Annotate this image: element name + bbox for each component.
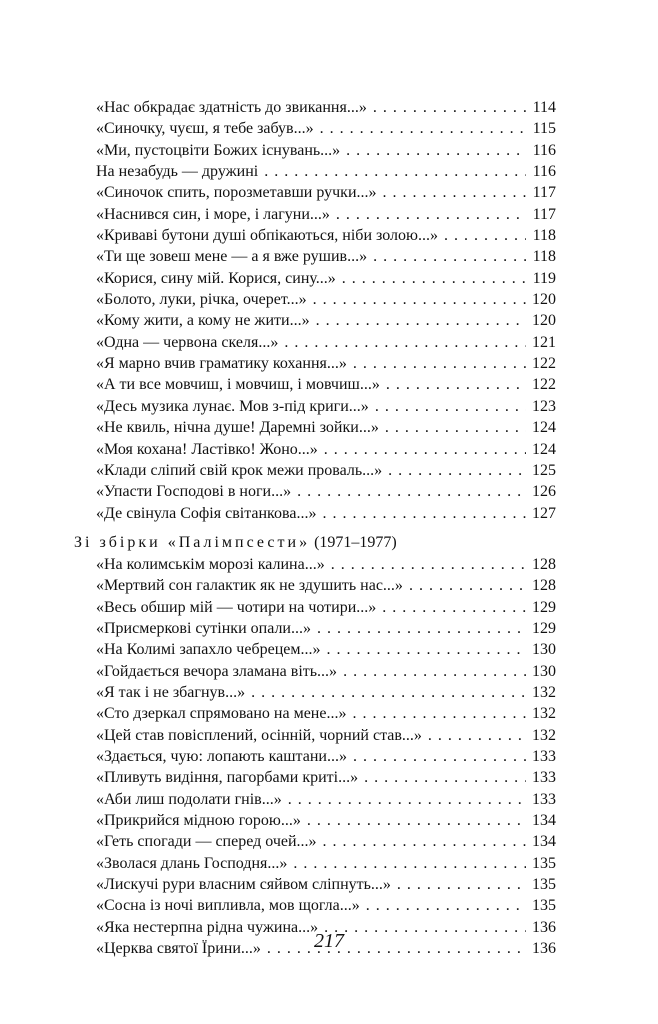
toc-entry-page: 123 — [532, 397, 556, 415]
toc-entry-page: 128 — [532, 577, 556, 595]
toc-entry-page: 135 — [532, 876, 556, 894]
dot-leader — [375, 396, 526, 417]
toc-entry — [96, 554, 556, 575]
toc-group-2 — [96, 554, 556, 960]
dot-leader — [364, 767, 526, 788]
dot-leader — [288, 789, 526, 810]
toc-entry-page: 132 — [532, 683, 556, 701]
dot-leader — [382, 597, 526, 618]
toc-entry-page: 117 — [532, 205, 556, 223]
table-of-contents — [74, 97, 556, 959]
toc-entry-title: «Зволася длань Господня...» — [96, 854, 288, 872]
toc-entry-title: На незабудь — дружині — [96, 163, 259, 181]
dot-leader — [264, 161, 526, 182]
dot-leader — [297, 481, 526, 502]
toc-entry — [96, 439, 556, 460]
toc-entry — [96, 353, 556, 374]
toc-entry-page: 136 — [532, 918, 556, 936]
toc-entry-page: 114 — [532, 99, 556, 116]
dot-leader — [409, 575, 526, 596]
toc-entry — [96, 182, 556, 203]
dot-leader — [313, 289, 526, 310]
toc-entry-title: «Ми, пустоцвіти Божих існувань...» — [96, 141, 341, 159]
toc-entry-page: 133 — [532, 747, 556, 765]
toc-entry-title: «Криваві бутони душі обпікаються, ніби золою...» — [96, 227, 438, 245]
toc-entry — [96, 682, 556, 703]
toc-entry-title: «Гойдається вечора зламана віть...» — [96, 662, 338, 680]
toc-entry — [96, 767, 556, 788]
toc-entry-page: 132 — [532, 726, 556, 744]
toc-entry-page: 122 — [532, 376, 556, 394]
dot-leader — [307, 810, 526, 831]
toc-entry-title: «Сосна із ночі випливла, мов щогла...» — [96, 897, 360, 915]
toc-entry-title: «Наснився син, і море, і лагуни...» — [96, 205, 330, 223]
toc-entry-page: 124 — [532, 419, 556, 437]
toc-entry-title: «Нас обкрадає здатність до звикання...» — [96, 99, 367, 116]
toc-entry — [96, 703, 556, 724]
toc-entry — [96, 460, 556, 481]
toc-entry-page: 120 — [532, 291, 556, 309]
toc-entry-title: «Весь обшир мій — чотири на чотири...» — [96, 598, 377, 616]
toc-entry-title: «Здається, чую: лопають каштани...» — [96, 747, 347, 765]
toc-entry — [96, 140, 556, 161]
dot-leader — [317, 618, 526, 639]
dot-leader — [326, 639, 526, 660]
toc-entry-title: «На колимськім морозі калина...» — [96, 555, 325, 573]
toc-entry-title: «Аби лиш подолати гнів...» — [96, 790, 282, 808]
toc-entry-page: 124 — [532, 440, 556, 458]
toc-entry-title: «Ти ще зовеш мене — а я вже рушив...» — [96, 248, 368, 266]
toc-entry — [96, 725, 556, 746]
toc-entry — [96, 831, 556, 852]
dot-leader — [322, 503, 526, 524]
toc-entry-page: 119 — [532, 269, 556, 287]
toc-entry-title: «На Колимі запахло чебрецем...» — [96, 641, 321, 659]
toc-entry-page: 120 — [532, 312, 556, 330]
toc-entry-page: 135 — [532, 897, 556, 915]
toc-entry-title: «Прикрийся мідною горою...» — [96, 812, 301, 829]
toc-entry — [96, 289, 556, 310]
toc-entry-page: 126 — [532, 483, 556, 501]
dot-leader — [343, 661, 526, 682]
dot-leader — [284, 332, 526, 353]
dot-leader — [353, 353, 526, 374]
toc-group-1 — [96, 97, 556, 524]
toc-entry-title: «Корися, сину мій. Корися, сину...» — [96, 269, 336, 287]
toc-entry — [96, 246, 556, 267]
dot-leader — [353, 746, 526, 767]
toc-entry-title: «Цей став повісплений, осінній, чорний став...» — [96, 726, 422, 744]
toc-entry-title: «Десь музика лунає. Мов з-під криги...» — [96, 397, 369, 415]
toc-entry — [96, 661, 556, 682]
dot-leader — [397, 874, 526, 895]
toc-entry-page: 129 — [532, 598, 556, 616]
toc-entry — [96, 204, 556, 225]
toc-entry-title: «Одна — червона скеля...» — [96, 333, 279, 351]
toc-entry-title: «Болото, луки, річка, очерет...» — [96, 291, 307, 309]
toc-entry-title: «Не квиль, нічна душе! Даремні зойки...» — [96, 419, 379, 437]
toc-entry-page: 116 — [532, 163, 556, 181]
toc-entry — [96, 789, 556, 810]
section-title: Зі збірки «Палімпсести» — [74, 533, 311, 551]
section-heading — [74, 532, 556, 554]
toc-entry — [96, 618, 556, 639]
toc-entry-title: «Я так і не збагнув...» — [96, 683, 246, 701]
toc-entry — [96, 97, 556, 118]
toc-entry — [96, 374, 556, 395]
toc-entry-page: 125 — [532, 461, 556, 479]
dot-leader — [293, 853, 526, 874]
toc-entry-title: «Присмеркові сутінки опали...» — [96, 619, 311, 637]
toc-entry-page: 118 — [532, 227, 556, 245]
toc-entry-page: 127 — [532, 504, 556, 522]
dot-leader — [373, 246, 526, 267]
toc-entry — [96, 810, 556, 831]
toc-entry — [96, 639, 556, 660]
toc-entry-page: 128 — [532, 555, 556, 573]
toc-entry-page: 136 — [532, 940, 556, 958]
toc-entry-page: 129 — [532, 619, 556, 637]
toc-entry-page: 133 — [532, 790, 556, 808]
toc-entry-page: 118 — [532, 248, 556, 266]
dot-leader — [428, 725, 526, 746]
toc-entry-page: 115 — [532, 120, 556, 138]
dot-leader — [323, 831, 526, 852]
dot-leader — [342, 268, 526, 289]
toc-entry — [96, 396, 556, 417]
toc-entry-page: 135 — [532, 854, 556, 872]
page-number: 217 — [314, 930, 344, 952]
toc-entry-page: 117 — [532, 184, 556, 202]
toc-entry-title: «А ти все мовчиш, і мовчиш, і мовчиш...» — [96, 376, 380, 394]
toc-entry-title: «Де свінула Софія світанкова...» — [96, 504, 317, 522]
toc-entry — [96, 874, 556, 895]
dot-leader — [251, 682, 526, 703]
dot-leader — [444, 225, 526, 246]
dot-leader — [336, 204, 526, 225]
dot-leader — [383, 182, 527, 203]
dot-leader — [324, 439, 526, 460]
toc-entry-title: «Пливуть видіння, пагорбами криті...» — [96, 769, 359, 787]
toc-entry — [96, 310, 556, 331]
dot-leader — [331, 554, 526, 575]
toc-entry-title: «Мертвий сон галактик як не здушить нас...» — [96, 577, 403, 595]
toc-entry — [96, 853, 556, 874]
toc-entry-title: «Церква святої Їрини...» — [96, 940, 261, 958]
dot-leader — [366, 895, 526, 916]
toc-entry — [96, 503, 556, 524]
toc-entry — [96, 161, 556, 182]
toc-entry-page: 122 — [532, 355, 556, 373]
toc-entry — [96, 575, 556, 596]
toc-entry-title: «Кому жити, а кому не жити...» — [96, 312, 310, 330]
dot-leader — [373, 97, 526, 118]
toc-entry — [96, 332, 556, 353]
toc-entry-title: «Лискучі рури власним сяйвом сліпнуть...» — [96, 876, 391, 894]
toc-entry-page: 132 — [532, 705, 556, 723]
toc-entry — [96, 746, 556, 767]
dot-leader — [320, 118, 526, 139]
toc-entry-title: «Я марно вчив граматику кохання...» — [96, 355, 347, 373]
toc-entry-title: «Яка нестерпна рідна чужина...» — [96, 918, 319, 936]
toc-entry-page: 116 — [532, 141, 556, 159]
toc-entry — [96, 268, 556, 289]
dot-leader — [352, 703, 526, 724]
toc-entry-page: 130 — [532, 641, 556, 659]
dot-leader — [346, 140, 526, 161]
toc-entry-title: «Упасти Господові в ноги...» — [96, 483, 292, 501]
toc-entry — [96, 417, 556, 438]
toc-entry-title: «Клади сліпий свій крок межи проваль...» — [96, 461, 383, 479]
dot-leader — [386, 374, 526, 395]
toc-entry-page: 130 — [532, 662, 556, 680]
dot-leader — [316, 310, 526, 331]
toc-entry-page: 133 — [532, 769, 556, 787]
toc-entry-title: «Моя кохана! Ластівко! Жоно...» — [96, 440, 318, 458]
toc-entry — [96, 597, 556, 618]
dot-leader — [388, 460, 526, 481]
toc-entry — [96, 225, 556, 246]
toc-entry-title: «Геть спогади — сперед очей...» — [96, 833, 317, 851]
toc-entry-title: «Синочку, чуєш, я тебе забув...» — [96, 120, 314, 138]
toc-entry-title: «Синочок спить, порозметавши ручки...» — [96, 184, 377, 202]
toc-entry-title: «Сто дзеркал спрямовано на мене...» — [96, 705, 347, 723]
toc-entry-page: 134 — [532, 833, 556, 851]
toc-entry — [96, 895, 556, 916]
section-years: (1971–1977) — [314, 533, 397, 551]
toc-entry-page: 134 — [532, 812, 556, 829]
toc-entry-page: 121 — [532, 333, 556, 351]
toc-entry — [96, 481, 556, 502]
toc-entry — [96, 118, 556, 139]
dot-leader — [385, 417, 526, 438]
